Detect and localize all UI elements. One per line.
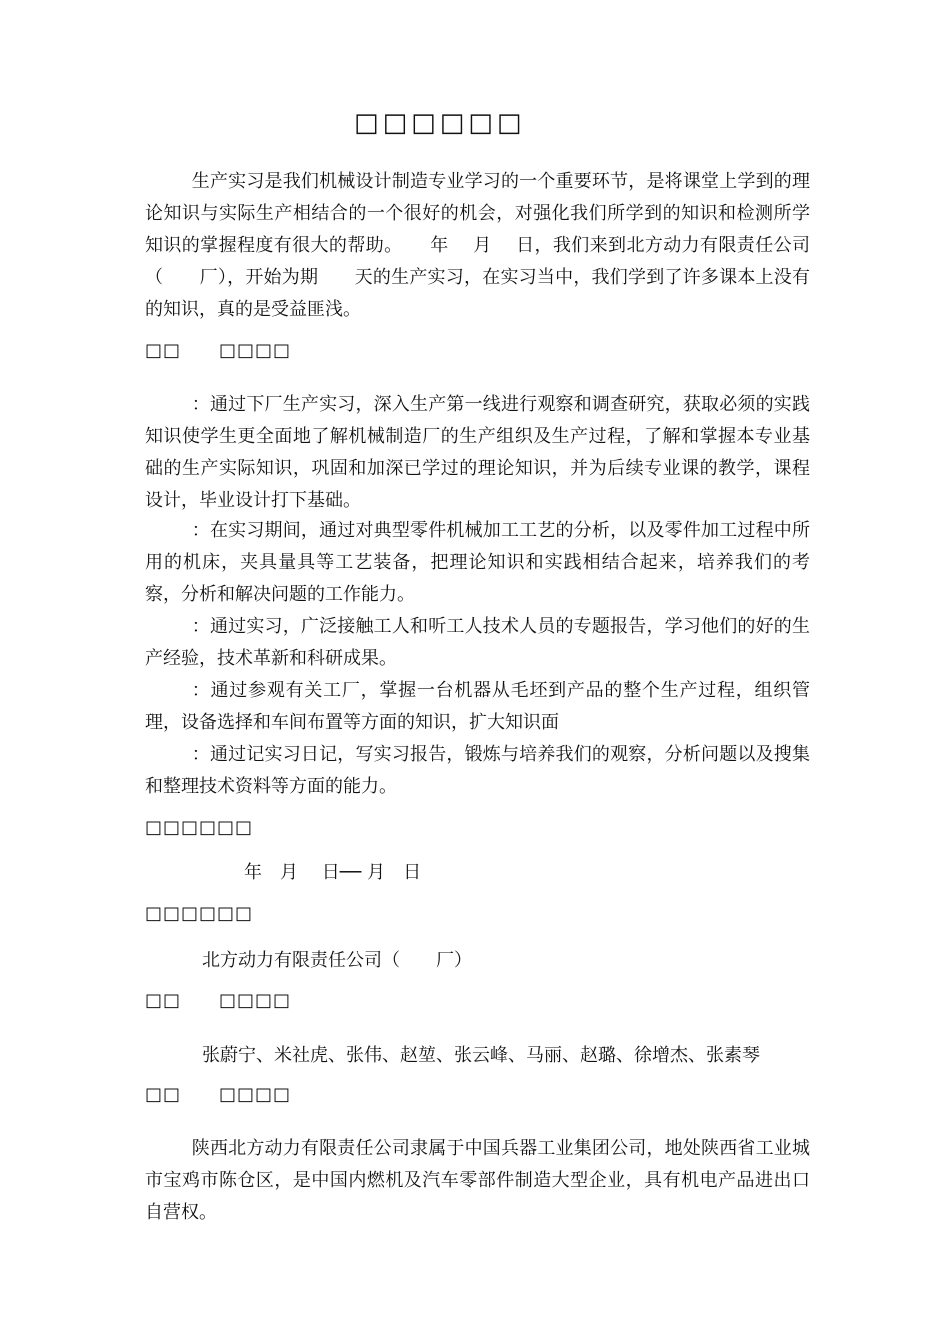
section-heading-company: □□ □□□□	[145, 1084, 292, 1105]
purpose-item-2: ：在实习期间，通过对典型零件机械加工工艺的分析，以及零件加工过程中所用的机床，夹具量具等工艺装备，把理论知识和实践相结合起来，培养我们的考察，分析和解决问题的工作能力。	[145, 520, 810, 605]
purpose-item-5: ：通过记实习日记，写实习报告，锻炼与培养我们的观察，分析问题以及搜集和整理技术资料等方面的能力。	[145, 744, 810, 797]
page-title: □□□□□□	[354, 108, 526, 138]
members-list: 张蔚宁、米社虎、张伟、赵堃、张云峰、马丽、赵璐、徐增杰、张素琴	[202, 1045, 760, 1066]
purpose-item-4: ：通过参观有关工厂，掌握一台机器从毛坯到产品的整个生产过程，组织管理，设备选择和车间布置等方面的知识，扩大知识面	[145, 680, 810, 733]
section-heading-purpose: □□ □□□□	[145, 340, 292, 361]
section-heading-place: □□□□□□	[145, 903, 254, 924]
section-heading-time: □□□□□□	[145, 817, 254, 838]
section-heading-members: □□ □□□□	[145, 990, 292, 1011]
company-intro-paragraph: 陕西北方动力有限责任公司隶属于中国兵器工业集团公司，地处陕西省工业城市宝鸡市陈仓区，是中国内燃机及汽车零部件制造大型企业，具有机电产品进出口自营权。	[145, 1138, 810, 1223]
internship-dates: 年 月 日── 月 日	[244, 862, 422, 883]
purpose-item-3: ：通过实习，广泛接触工人和听工人技术人员的专题报告，学习他们的好的生产经验，技术革新和科研成果。	[145, 616, 810, 669]
internship-place: 北方动力有限责任公司（ 厂）	[202, 950, 472, 971]
intro-paragraph: 生产实习是我们机械设计制造专业学习的一个重要环节，是将课堂上学到的理论知识与实际生产相结合的一个很好的机会，对强化我们所学到的知识和检测所学知识的掌握程度有很大的帮助。 年 月 日，我们来到北方动力有限责任公司（ 厂），开始为期 天的生产实习，在实习当中，我们学到了许多课本上没有的知识，真的是受益匪浅。	[145, 171, 810, 320]
purpose-item-1: ：通过下厂生产实习，深入生产第一线进行观察和调查研究，获取必须的实践知识使学生更全面地了解机械制造厂的生产组织及生产过程，了解和掌握本专业基础的生产实际知识，巩固和加深已学过的理论知识，并为后续专业课的教学，课程设计，毕业设计打下基础。	[145, 394, 810, 511]
